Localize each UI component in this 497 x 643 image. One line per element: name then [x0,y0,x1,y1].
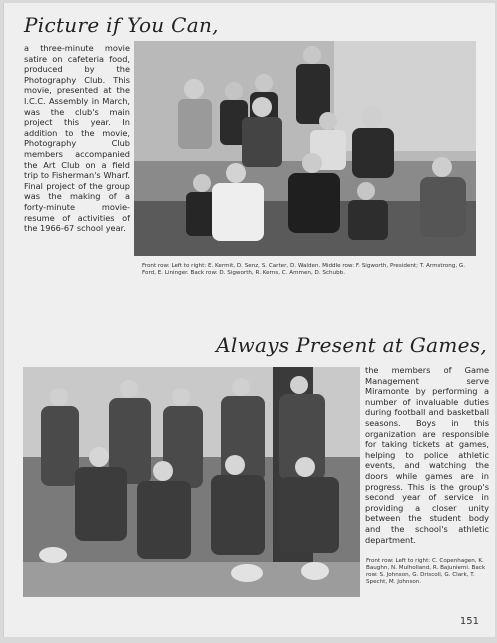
game-management-caption: Front row: Left to right: C. Copenhagen, K. Baughn, N. Mulholland, R. Bajuniemi. Back row: S. Johnson, G. Driscoll, G. Clark, T. Specht, M. Johnson. [366,558,486,585]
photography-club-heading: Picture if You Can, [24,13,219,37]
page-number: 151 [459,616,479,627]
yearbook-page [3,3,495,637]
photography-club-photo-image [134,41,476,256]
game-management-heading: Always Present at Games, [216,333,487,357]
game-management-photo-image [23,367,360,597]
game-management-photo [23,367,360,597]
photography-club-text: a three-minute movie satire on cafeteria food, produced by the Photography Club. This movie, presented at the I.C.C. Assembly in March, was the club's main project this year. In addition to the movie, Photography Club members accompanied the Art Club on a field trip to Fisherman's Wharf. Final project of the group was the making of a forty-minute movie-resume of activities of the 1966-67 school year. [24,43,130,234]
photography-club-photo [134,41,476,256]
photography-club-caption: Front row: Left to right: E. Kermit, D. Senz, S. Carter, D. Walden. Middle row: F. Sigworth, President; T. Armstrong, G. Ford, E. Lininger. Back row: D. Sigworth, R. Kerns, C. Ammen, D. Schubb. [142,263,465,276]
game-management-text: the members of Game Management serve Miramonte by performing a number of invaluable duties during football and basketball seasons. Boys in this organization are responsible for taking tickets at games, helping to police athletic events, and watching the doors while games are in progress. This is the group's second year of service in providing a closer unity between the student body and the school's athletic department. [365,365,489,545]
